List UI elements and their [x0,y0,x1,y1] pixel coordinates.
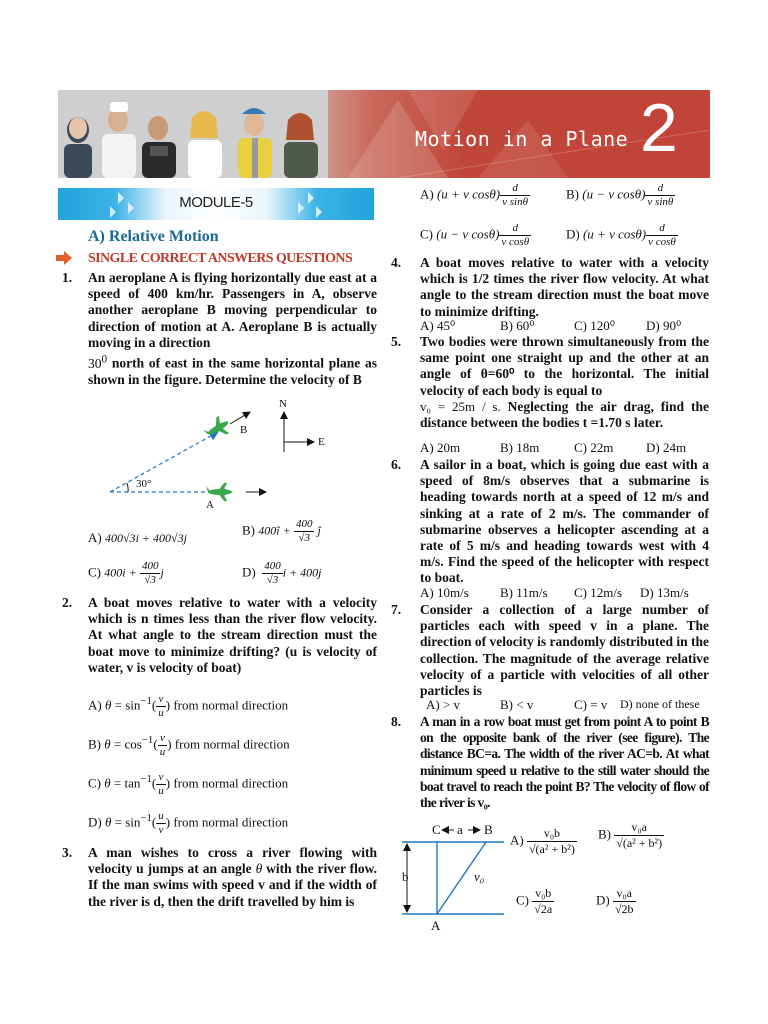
q4-option-b[interactable]: B) 60⁰ [500,318,535,333]
point-b-label: B [484,822,493,837]
q2-option-d[interactable]: D) $\theta = \sin^{-1}$( $\frac{u}{v}$ ) from normal direction [88,810,289,836]
q2-option-a[interactable]: A) $\theta = \sin^{-1}$( $\frac{v}{u}$ ) from normal direction [88,693,289,719]
q7-option-d[interactable]: D) none of these [620,697,700,711]
question-text-continued: north of east in the same horizontal plane as shown in the figure. Determine the velocity of B [88,355,378,387]
chapter-title: Motion in a Plane [415,127,629,151]
point-a-label: A [431,918,441,933]
question-3-text: A man wishes to cross a river flowing with velocity u jumps at an angle θ with the river flow. If the man swims with speed v and if the width of the river is d, then the drift travelled by him is [88,845,378,909]
q8-option-a[interactable]: A) $\frac{\text{v₀b}}{\text{√(a² + b²)}}$ [510,826,575,856]
q7-option-a[interactable]: A) > v [426,697,461,712]
people-photo-illustration [58,90,328,178]
question-8-text: A man in a row boat must get from point A to point B on the opposite bank of the river (see figure). The distance BC=a. The width of the river AC=b. At what minimum speed u relative to the still water should the boat travel to reach the point B? The velocity of flow of the river is v₀. [420,714,709,811]
plane-b-label: B [240,424,248,436]
angle-value: $30^0$ [88,353,108,371]
question-1-text [88,270,377,388]
question-number: 6. [391,457,402,472]
q8-option-c[interactable]: C) $\frac{\text{v₀b}}{√2a}$ [516,886,553,916]
q6-option-d[interactable]: D) 13m/s [640,585,689,600]
q1-option-a[interactable]: A) 400√3i + 400√3j [88,530,187,545]
question-number: 4. [391,255,402,270]
q4-option-a[interactable]: A) 45⁰ [420,318,456,333]
q7-option-c[interactable]: C) = v [574,697,608,712]
module-bar [58,188,374,220]
q5-option-d[interactable]: D) 24m [646,440,687,455]
q4-option-c[interactable]: C) 120⁰ [574,318,615,333]
question-number: 8. [391,714,402,729]
point-c-label: C [432,822,441,837]
arrow-icon [56,251,72,265]
question-4-text: A boat moves relative to water with a velocity which is 1/2 times the river flow velocity. At what angle to the stream direction must the boat move to minimize drifting. [420,255,709,319]
chapter-number: 2 [640,90,678,166]
question-text: An aeroplane A is flying horizontally due east at a speed of 400 km/hr. Passengers in A, observe another aeroplane B moving perpendicular to direction of motion at A. Aeroplane B is actually moving in a direction [88,270,377,350]
question-number: 1. [62,270,73,285]
q1-option-b[interactable]: B) 400î + $\frac{400}{√3}$ ĵ [242,518,321,544]
q5-option-c[interactable]: C) 22m [574,440,614,455]
question-number: 5. [391,334,402,349]
q2-option-c[interactable]: C) $\theta = \tan^{-1}$( $\frac{v}{u}$ ) from normal direction [88,771,289,797]
north-label: N [279,398,287,410]
velocity-v0-label: v₀ [474,869,485,884]
question-type-heading: SINGLE CORRECT ANSWERS QUESTIONS [88,251,353,266]
q5-option-b[interactable]: B) 18m [500,440,540,455]
q2-option-b[interactable]: B) $\theta = \cos^{-1}$( $\frac{v}{u}$ ) from normal direction [88,732,290,758]
q1-option-c[interactable]: C) 400i + $\frac{400}{√3}$ j [88,560,164,586]
east-label: E [318,436,325,448]
q3-option-c[interactable]: C) (u − v cosθ) $\frac{d}{\text{v cosθ}}$ [420,222,530,248]
q6-option-b[interactable]: B) 11m/s [500,585,548,600]
chapter-banner [58,90,710,178]
plane-a-label: A [206,499,214,511]
width-b-label: b [402,869,409,884]
section-heading: A) Relative Motion [88,228,219,245]
distance-a-label: a [457,822,463,837]
question-2-text: A boat moves relative to water with a velocity which is n times less than the river flow velocity. At what angle to the stream direction must the boat move to minimize drifting? (u is velocity of water, v is velocity of boat) [88,595,377,675]
angle-label: 30° [136,478,152,490]
q3-option-d[interactable]: D) (u + v cosθ) $\frac{d}{\text{v cosθ}}$ [566,222,676,248]
q8-option-d[interactable]: D) $\frac{\text{v₀a}}{√2b}$ [596,886,634,916]
q3-option-b[interactable]: B) (u − v cosθ) $\frac{d}{\text{v sinθ}}$ [566,182,674,208]
question-number: 2. [62,595,73,610]
aeroplane-b-icon [201,413,234,443]
q6-option-a[interactable]: A) 10m/s [420,585,469,600]
q7-option-b[interactable]: B) < v [500,697,534,712]
question-number: 7. [391,602,402,617]
q8-option-b[interactable]: B) $\frac{\text{v₀a}}{\text{√(a² + b²)}}$ [598,820,663,850]
question-7-text: Consider a collection of a large number of particles each with speed v in a plane. The direction of velocity is randomly distributed in the collection. The magnitude of the average relative velocity of a particle with velocities of all other particles is [420,602,709,699]
question-6-text: A sailor in a boat, which is going due east with a speed of 8m/s observes that a submarine is heading towards north at a speed of 12 m/s and sinking at a rate of 2 m/s. The commander of submarine observes a helicopter ascending at a rate of 5 m/s and heading towards west with 4 m/s. Find the speed of the helicopter with respect to boat. [420,457,709,586]
question-5-text: Two bodies were thrown simultaneously from the same point one straight up and the other at an angle of θ=60⁰ to the horizontal. The initial velocity of each body is equal to v₀ = 25m / s. Neglecting the air drag, find the distance between the bodies t =1.70 s later. [420,334,710,431]
module-label: MODULE-5 [179,194,253,211]
question-number: 3. [62,845,73,860]
q3-option-a[interactable]: A) (u + v cosθ) $\frac{d}{\text{v sinθ}}$ [420,182,529,208]
q1-option-d[interactable]: D) $\frac{400}{√3}$ i + 400j [242,560,322,586]
q5-option-a[interactable]: A) 20m [420,440,461,455]
q4-option-d[interactable]: D) 90⁰ [646,318,682,333]
q6-option-c[interactable]: C) 12m/s [574,585,623,600]
aeroplane-figure [100,398,360,516]
